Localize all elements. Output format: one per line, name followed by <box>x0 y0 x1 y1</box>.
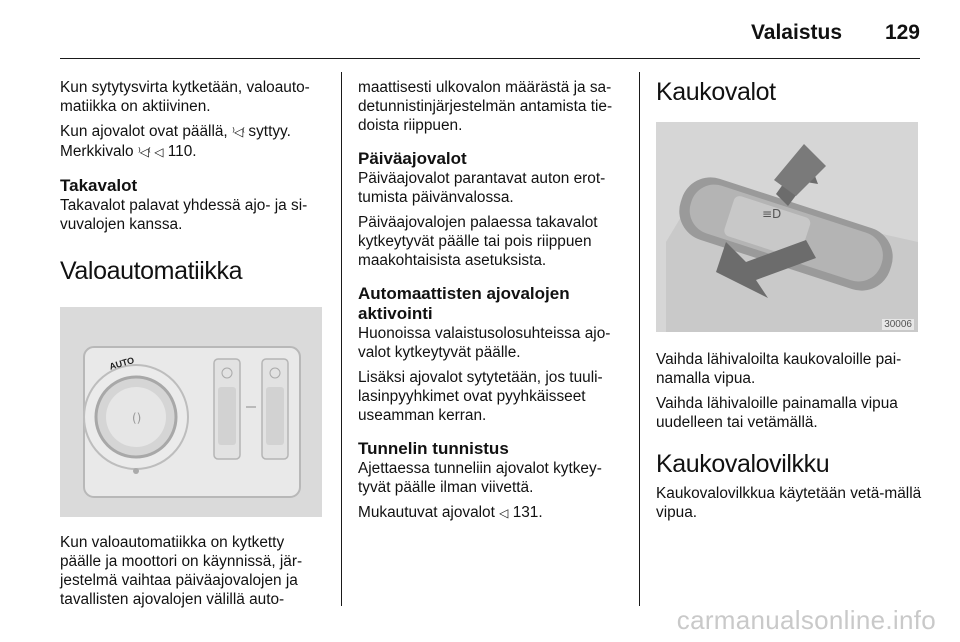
heading-automaattiset-ajovalot: Automaattisten ajovalojen aktivointi <box>358 284 570 323</box>
paragraph: Huonoissa valaistusolosuhteissa ajo-valot kytkeytyvät päälle. <box>358 325 611 361</box>
column-2 <box>358 78 623 529</box>
reference-arrow-icon: ◁ <box>154 145 164 159</box>
paragraph: Lisäksi ajovalot sytytetään, jos tuuli-lasinpyyhkimet ovat pyyhkäisseet useamman kerran. <box>358 369 603 424</box>
headlight-icon: ⁾◁⁽ <box>232 125 245 139</box>
heading-valoautomatiikka: Valoautomatiikka <box>60 257 243 285</box>
light-switch-illustration <box>60 307 322 517</box>
paragraph: maattisesti ulkovalon määrästä ja sa-detunnistinjärjestelmän antamista tie-doista riippuen. <box>358 79 613 134</box>
headlight-icon: ⁾◁⁽ <box>137 145 150 159</box>
heading-kaukovalovilkku: Kaukovalovilkku <box>656 450 830 478</box>
svg-text:≡D: ≡D <box>762 207 782 221</box>
paragraph: Kaukovalovilkkua käytetään vetä-mällä vipua. <box>656 485 922 521</box>
stalk-illustration <box>656 122 918 332</box>
light-switch-figure <box>60 307 322 517</box>
paragraph: Päiväajovalot parantavat auton erot-tumista päivänvalossa. <box>358 170 606 206</box>
svg-text:(): () <box>132 411 142 425</box>
paragraph: Ajettaessa tunneliin ajovalot kytkey-tyvät päälle ilman viivettä. <box>358 460 602 496</box>
watermark: carmanualsonline.info <box>676 605 936 635</box>
column-divider <box>639 72 640 606</box>
page-number: 129 <box>884 21 920 44</box>
paragraph: Kun ajovalot ovat päällä, ⁾◁⁽ syttyy. Merkkivalo ⁾◁⁽ ◁ 110. <box>60 123 291 160</box>
section-title: Valaistus <box>750 21 842 44</box>
heading-takavalot: Takavalot <box>60 176 138 195</box>
heading-paivaajovalot: Päiväajovalot <box>358 149 467 168</box>
figure-number: 30006 <box>884 319 912 330</box>
paragraph: Mukautuvat ajovalot ◁ 131. <box>358 504 543 521</box>
reference-arrow-icon: ◁ <box>499 506 509 520</box>
auto-label: AUTO <box>108 355 136 372</box>
paragraph: Vaihda lähivaloille painamalla vipua uudelleen tai vetämällä. <box>656 395 898 431</box>
paragraph: Kun valoautomatiikka on kytketty päälle ja moottori on käynnissä, jär-jestelmä vaihtaa päiväajovalojen ja tavallisten ajovalojen välillä auto- <box>60 534 303 608</box>
paragraph: Kun sytytysvirta kytketään, valoauto-matiikka on aktiivinen. <box>60 79 310 115</box>
heading-tunnelin-tunnistus: Tunnelin tunnistus <box>358 439 509 458</box>
paragraph: Takavalot palavat yhdessä ajo- ja si-vuvalojen kanssa. <box>60 197 308 233</box>
page-reference[interactable]: 131. <box>512 504 543 521</box>
page-header <box>60 0 920 59</box>
paragraph: Vaihda lähivaloilta kaukovaloille pai-namalla vipua. <box>656 351 902 387</box>
column-divider <box>341 72 342 606</box>
page-reference[interactable]: 110. <box>167 143 197 160</box>
heading-kaukovalot: Kaukovalot <box>656 78 776 106</box>
paragraph: Päiväajovalojen palaessa takavalot kytkeytyvät päälle tai pois riippuen maakohtaisista asetuksista. <box>358 214 598 269</box>
column-3 <box>656 78 924 528</box>
stalk-figure <box>656 122 918 332</box>
column-1 <box>60 78 325 615</box>
